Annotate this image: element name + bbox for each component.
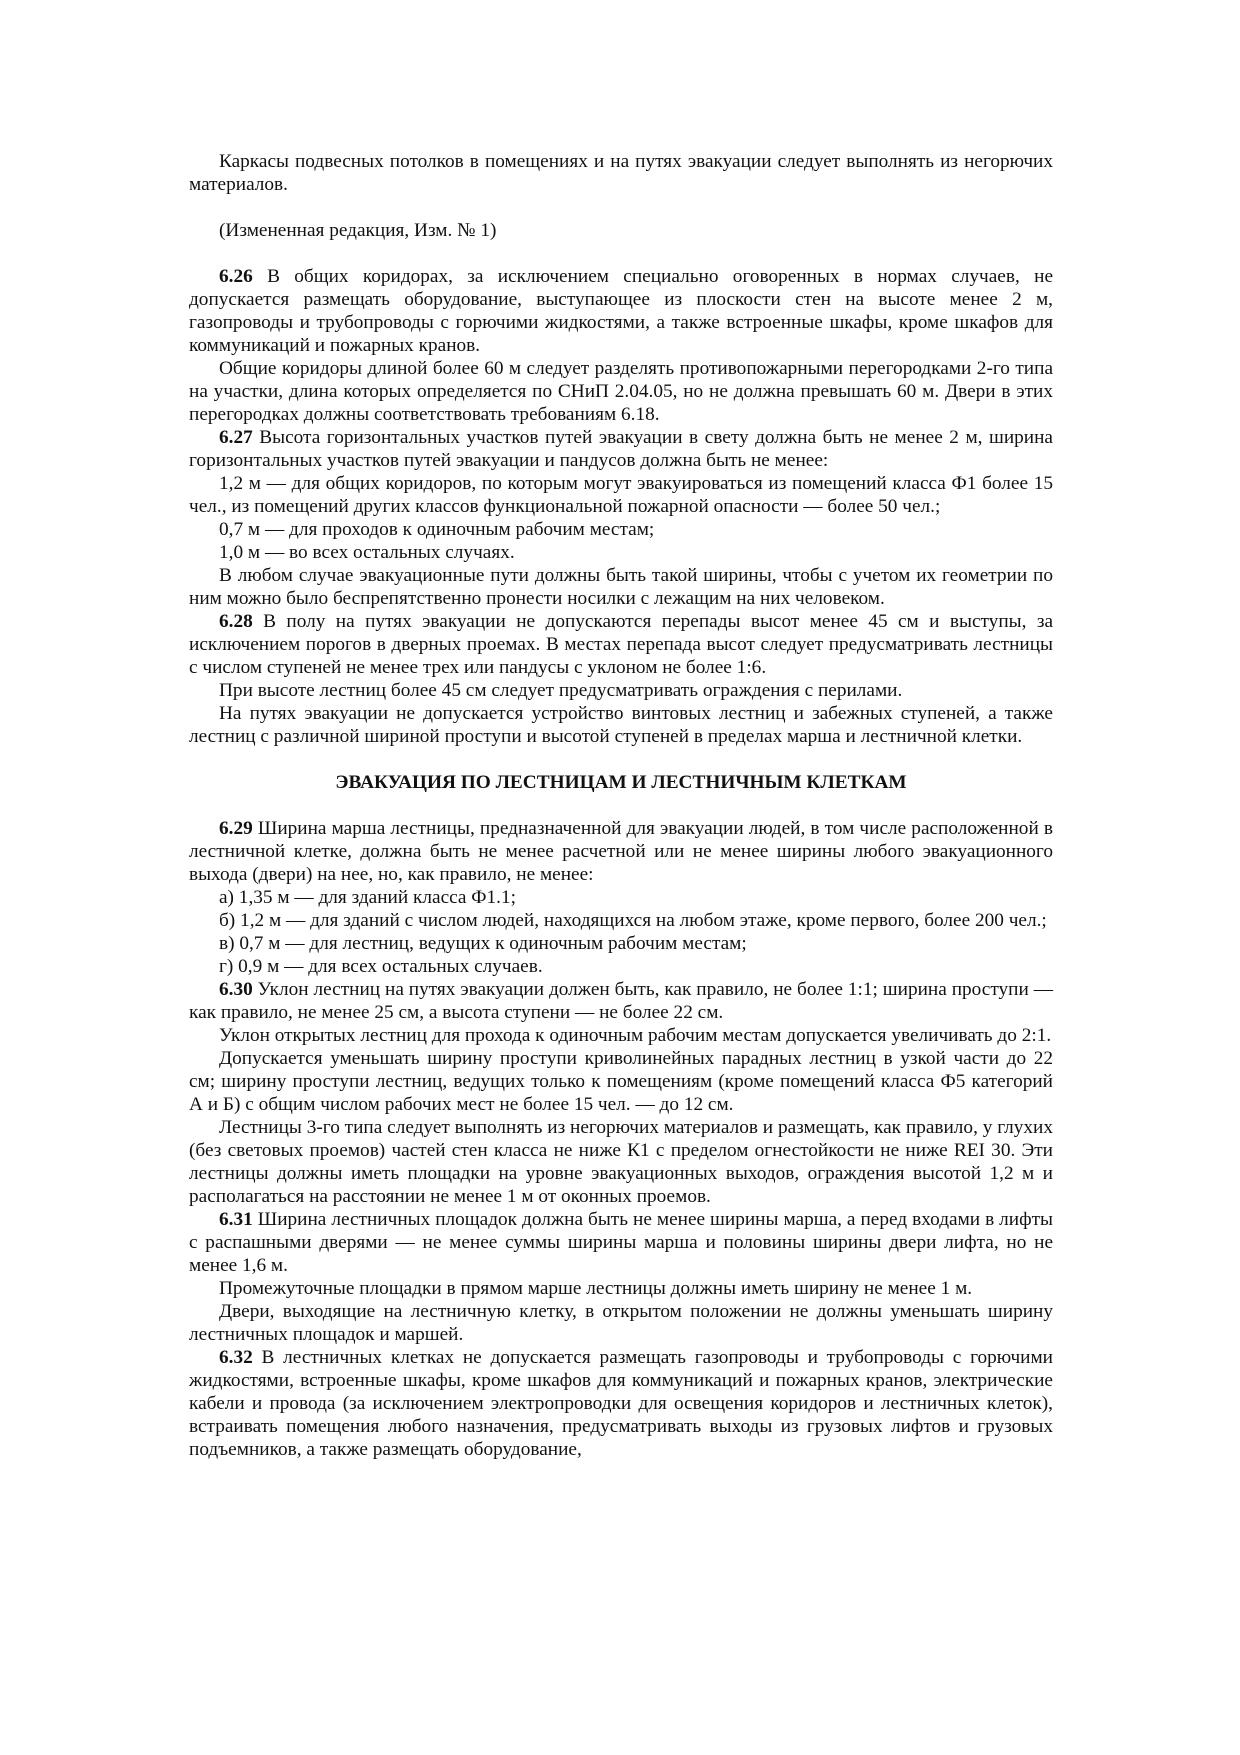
body-paragraph bbox=[189, 932, 1053, 955]
clause-number: 6.30 bbox=[219, 979, 253, 1000]
body-paragraph bbox=[189, 1047, 1053, 1116]
body-paragraph bbox=[189, 1277, 1053, 1300]
paragraph-text: Двери, выходящие на лестничную клетку, в открытом положении не должны уменьшать ширину лестничных площадок и маршей. bbox=[189, 1301, 1053, 1345]
body-paragraph bbox=[189, 886, 1053, 909]
clause-number: 6.32 bbox=[219, 1347, 253, 1368]
clause-paragraph bbox=[189, 1346, 1053, 1461]
paragraph-text: 1,2 м — для общих коридоров, по которым могут эвакуироваться из помещений класса Ф1 более 15 чел., из помещений других классов функциональной пожарной опасности — более 50 чел.; bbox=[189, 473, 1053, 517]
paragraph-text: в) 0,7 м — для лестниц, ведущих к одиночным рабочим местам; bbox=[219, 933, 747, 954]
intro-paragraph: Каркасы подвесных потолков в помещениях и на путях эвакуации следует выполнять из негорючих материалов. bbox=[189, 151, 1053, 195]
clause-paragraph bbox=[189, 265, 1053, 357]
document-page bbox=[189, 150, 1053, 1461]
paragraph-text: а) 1,35 м — для зданий класса Ф1.1; bbox=[219, 887, 516, 908]
body-paragraph bbox=[189, 541, 1053, 564]
paragraph-text: Уклон лестниц на путях эвакуации должен быть, как правило, не более 1:1; ширина проступи — как правило, не менее 25 см, а высота ступени — не более 22 см. bbox=[189, 979, 1053, 1023]
paragraph-text: Уклон открытых лестниц для прохода к одиночным рабочим местам допускается увеличивать до 2:1. bbox=[219, 1025, 1052, 1046]
paragraph-text: При высоте лестниц более 45 см следует предусматривать ограждения с перилами. bbox=[219, 680, 903, 701]
clause-number: 6.28 bbox=[219, 611, 253, 632]
clause-number: 6.31 bbox=[219, 1209, 253, 1230]
clause-paragraph bbox=[189, 817, 1053, 886]
section-heading: ЭВАКУАЦИЯ ПО ЛЕСТНИЦАМ И ЛЕСТНИЧНЫМ КЛЕТКАМ bbox=[335, 772, 907, 793]
clause-number: 6.27 bbox=[219, 427, 253, 448]
clause-number: 6.26 bbox=[219, 266, 253, 287]
paragraph-text: Лестницы 3-го типа следует выполнять из негорючих материалов и размещать, как правило, у глухих (без световых проемов) частей стен класса не ниже К1 с пределом огнестойкости не ниже REI 30. Эти лестницы должны иметь площадки на уровне эвакуационных выходов, ограждения высотой 1,2 м и располагаться на расстоянии не менее 1 м от оконных проемов. bbox=[189, 1117, 1053, 1207]
clause-number: 6.29 bbox=[219, 818, 253, 839]
paragraph-text: Общие коридоры длиной более 60 м следует разделять противопожарными перегородками 2-го типа на участки, длина которых определяется по СНиП 2.04.05, но не должна превышать 60 м. Двери в этих перегородках должны соответствовать требованиям 6.18. bbox=[189, 358, 1053, 425]
body-paragraph bbox=[189, 1116, 1053, 1208]
paragraph-text: Высота горизонтальных участков путей эвакуации в свету должна быть не менее 2 м, ширина горизонтальных участков путей эвакуации и пандусов должна быть не менее: bbox=[189, 427, 1053, 471]
body-paragraph bbox=[189, 955, 1053, 978]
paragraph-text: В любом случае эвакуационные пути должны быть такой ширины, чтобы с учетом их геометрии по ним можно было беспрепятственно пронести носилки с лежащим на них человеком. bbox=[189, 565, 1053, 609]
paragraph-text: Допускается уменьшать ширину проступи криволинейных парадных лестниц в узкой части до 22 см; ширину проступи лестниц, ведущих только к помещениям (кроме помещений класса Ф5 категорий А и Б) с общим числом рабочих мест не более 15 чел. — до 12 см. bbox=[189, 1048, 1053, 1115]
paragraph-text: 0,7 м — для проходов к одиночным рабочим местам; bbox=[219, 519, 655, 540]
body-paragraph bbox=[189, 702, 1053, 748]
section-corridors bbox=[189, 265, 1053, 748]
body-paragraph bbox=[189, 564, 1053, 610]
paragraph-text: б) 1,2 м — для зданий с числом людей, находящихся на любом этаже, кроме первого, более 200 чел.; bbox=[219, 910, 1047, 931]
clause-paragraph bbox=[189, 610, 1053, 679]
paragraph-text: Промежуточные площадки в прямом марше лестницы должны иметь ширину не менее 1 м. bbox=[219, 1278, 973, 1299]
paragraph-text: Ширина лестничных площадок должна быть не менее ширины марша, а перед входами в лифты с распашными дверями — не менее суммы ширины марша и половины ширины двери лифта, но не менее 1,6 м. bbox=[189, 1209, 1053, 1276]
paragraph-text: В лестничных клетках не допускается размещать газопроводы и трубопроводы с горючими жидкостями, встроенные шкафы, кроме шкафов для коммуникаций и пожарных кранов, электрические кабели и провода (за исключением электропроводки для освещения коридоров и лестничных клеток), встраивать помещения любого назначения, предусматривать выходы из грузовых лифтов и грузовых подъемников, а также размещать оборудование, bbox=[189, 1347, 1053, 1460]
amendment-note: (Измененная редакция, Изм. № 1) bbox=[219, 220, 497, 241]
clause-paragraph bbox=[189, 978, 1053, 1024]
body-paragraph bbox=[189, 357, 1053, 426]
body-paragraph bbox=[189, 472, 1053, 518]
clause-paragraph bbox=[189, 426, 1053, 472]
body-paragraph bbox=[189, 1024, 1053, 1047]
body-paragraph bbox=[189, 679, 1053, 702]
section-stairs bbox=[189, 817, 1053, 1461]
paragraph-text: г) 0,9 м — для всех остальных случаев. bbox=[219, 956, 543, 977]
paragraph-text: В общих коридорах, за исключением специально оговоренных в нормах случаев, не допускается размещать оборудование, выступающее из плоскости стен на высоте менее 2 м, газопроводы и трубопроводы с горючими жидкостями, а также встроенные шкафы, кроме шкафов для коммуникаций и пожарных кранов. bbox=[189, 266, 1053, 356]
paragraph-text: 1,0 м — во всех остальных случаях. bbox=[219, 542, 515, 563]
body-paragraph bbox=[189, 518, 1053, 541]
paragraph-text: Ширина марша лестницы, предназначенной для эвакуации людей, в том числе расположенной в лестничной клетке, должна быть не менее расчетной или не менее ширины любого эвакуационного выхода (двери) на нее, но, как правило, не менее: bbox=[189, 818, 1053, 885]
clause-paragraph bbox=[189, 1208, 1053, 1277]
paragraph-text: В полу на путях эвакуации не допускаются перепады высот менее 45 см и выступы, за исключением порогов в дверных проемах. В местах перепада высот следует предусматривать лестницы с числом ступеней не менее трех или пандусы с уклоном не более 1:6. bbox=[189, 611, 1053, 678]
paragraph-text: На путях эвакуации не допускается устройство винтовых лестниц и забежных ступеней, а также лестниц с различной шириной проступи и высотой ступеней в пределах марша и лестничной клетки. bbox=[189, 703, 1053, 747]
body-paragraph bbox=[189, 909, 1053, 932]
body-paragraph bbox=[189, 1300, 1053, 1346]
